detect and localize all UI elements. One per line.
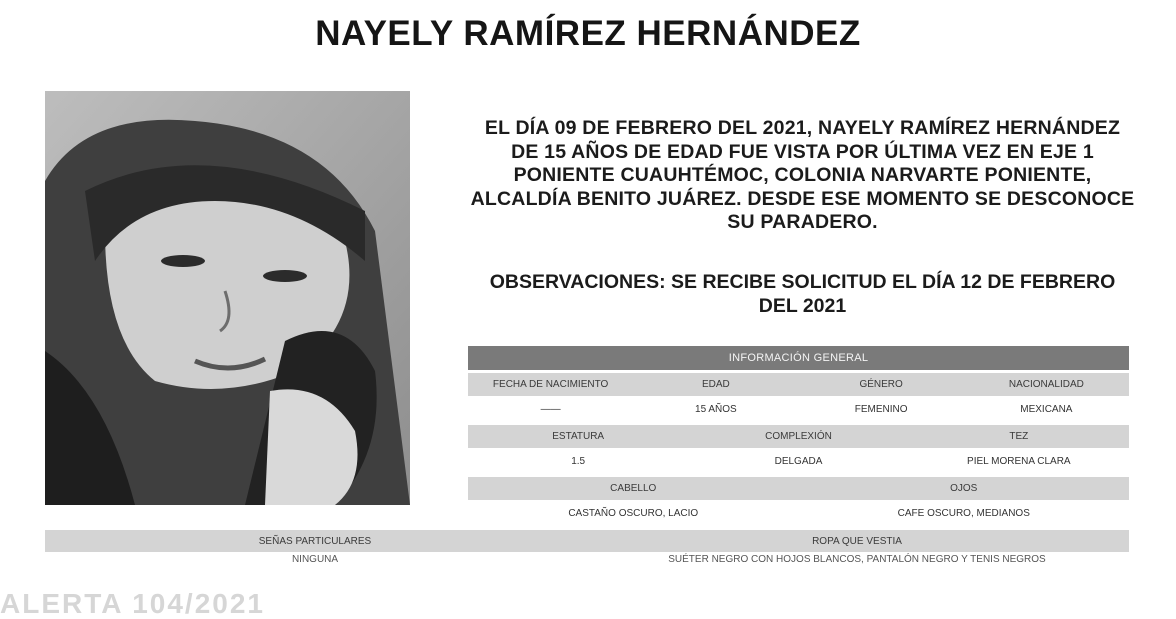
value-gender: FEMENINO (854, 403, 908, 415)
header-height: ESTATURA (552, 431, 605, 442)
bottom-header-row (45, 530, 1129, 552)
value-eyes: CAFE OSCURO, MEDIANOS (897, 507, 1030, 519)
value-distinguishing-marks: NINGUNA (291, 554, 339, 565)
header-clothing: ROPA QUE VESTIA (812, 535, 902, 547)
value-nationality: MEXICANA (1020, 403, 1073, 415)
observations: OBSERVACIONES: SE RECIBE SOLICITUD EL DÍA 12 DE FEBRERO DEL 2021 (489, 271, 1116, 317)
header-gender: GÉNERO (859, 379, 903, 390)
header-build: COMPLEXIÓN (765, 431, 832, 442)
value-clothing: SUÉTER NEGRO CON HOJOS BLANCOS, PANTALÓN NEGRO Y TENIS NEGROS (668, 554, 1046, 565)
value-build: DELGADA (774, 455, 823, 467)
table-row (468, 396, 1129, 422)
header-nationality: NACIONALIDAD (1008, 379, 1084, 390)
photo-image (45, 91, 410, 505)
missing-person-photo (45, 91, 410, 505)
header-age: EDAD (701, 379, 730, 390)
alert-number: ALERTA 104/2021 (0, 588, 265, 619)
header-eyes: OJOS (950, 483, 978, 494)
header-complexion: TEZ (1009, 431, 1029, 442)
value-height: 1.5 (571, 455, 586, 467)
header-distinguishing-marks: SEÑAS PARTICULARES (258, 535, 372, 547)
bottom-values-row (45, 553, 1129, 565)
general-info-table (468, 346, 1129, 526)
table-header-row (468, 477, 1129, 500)
value-hair: CASTAÑO OSCURO, LACIO (568, 507, 699, 519)
table-header-row (468, 425, 1129, 448)
page-title: NAYELY RAMÍREZ HERNÁNDEZ (315, 14, 861, 53)
table-header-row (468, 373, 1129, 396)
value-age: 15 AÑOS (695, 403, 737, 415)
disappearance-description: EL DÍA 09 DE FEBRERO DEL 2021, NAYELY RAMÍREZ HERNÁNDEZ DE 15 AÑOS DE EDAD FUE VISTA POR ÚLTIMA VEZ EN EJE 1 PONIENTE CUAUHTÉMOC, COLONIA NARVARTE PONIENTE, ALCALDÍA BENITO JUÁREZ. DESDE ESE MOMENTO SE DESCONOCE SU PARADERO. (470, 117, 1135, 234)
table-row (468, 448, 1129, 474)
general-info-title: INFORMACIÓN GENERAL (468, 346, 1129, 370)
value-birthdate: —— (540, 403, 561, 415)
value-complexion: PIEL MORENA CLARA (967, 455, 1071, 467)
header-hair: CABELLO (610, 483, 657, 494)
header-birthdate: FECHA DE NACIMIENTO (492, 379, 609, 390)
table-row (468, 500, 1129, 526)
